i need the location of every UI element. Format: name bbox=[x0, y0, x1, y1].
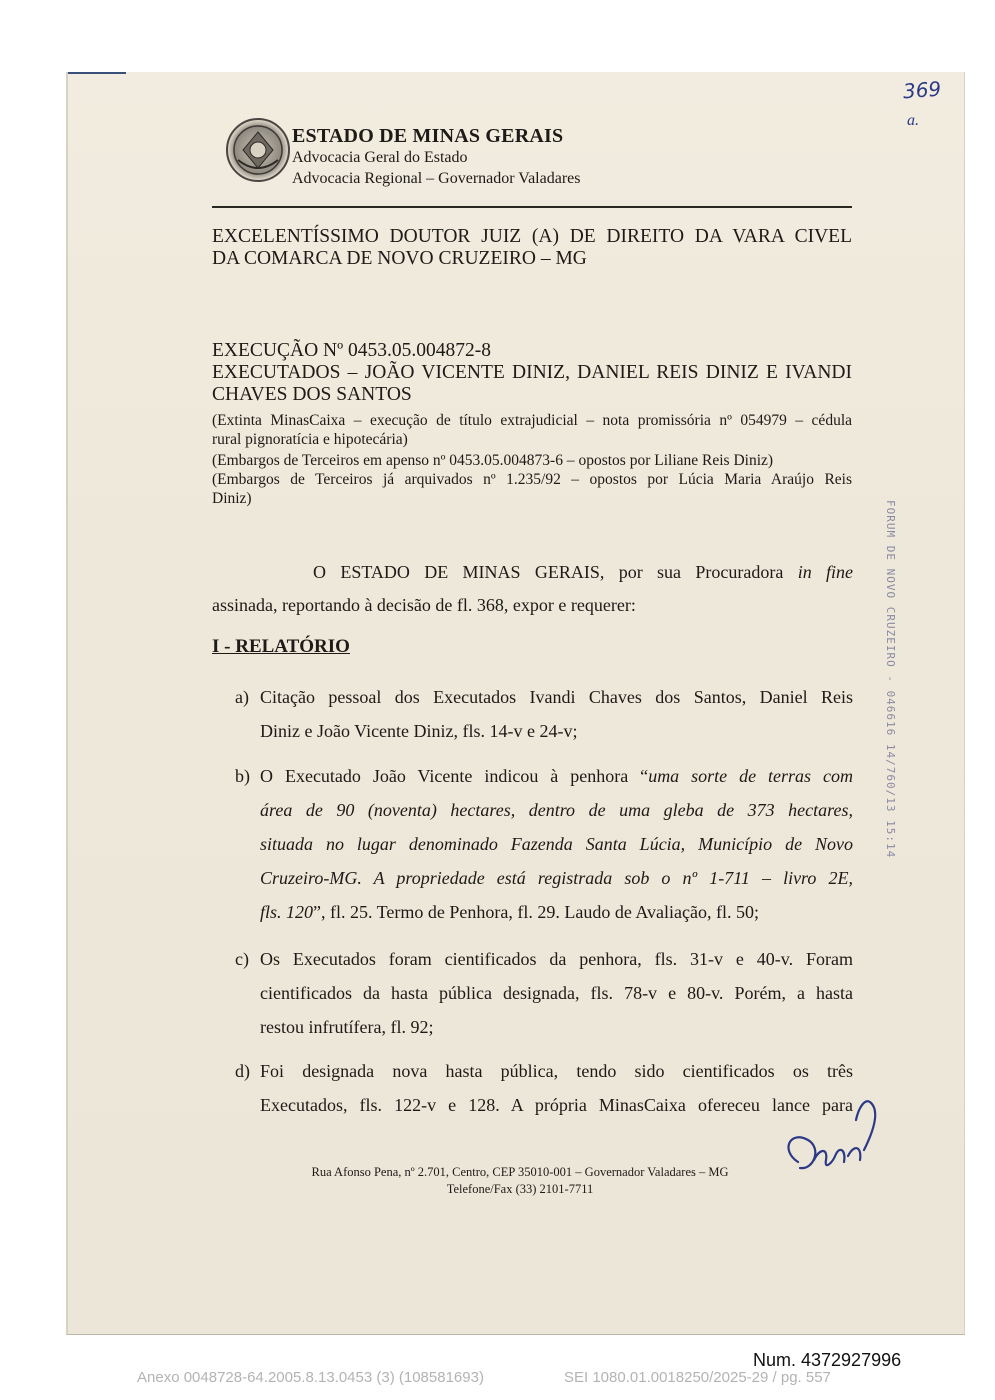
item-label: b) bbox=[235, 766, 250, 786]
state-coat-of-arms bbox=[226, 118, 290, 182]
addressee-line-2: DA COMARCA DE NOVO CRUZEIRO – MG bbox=[212, 248, 587, 269]
item-label: d) bbox=[235, 1061, 250, 1081]
handwritten-signature bbox=[770, 1090, 890, 1190]
item-b-line: área de 90 (noventa) hectares, dentro de uma gleba de 373 hectares, bbox=[260, 800, 853, 820]
page-number-stamp: 369 bbox=[902, 76, 942, 104]
annex-reference: Anexo 0048728-64.2005.8.13.0453 (3) (108581693) bbox=[137, 1369, 484, 1386]
header-divider bbox=[212, 206, 852, 208]
sei-reference: SEI 1080.01.0018250/2025-29 / pg. 557 bbox=[564, 1369, 831, 1386]
header-regional-office: Advocacia Regional – Governador Valadares bbox=[292, 170, 581, 187]
item-d-line: Foi designada nova hasta pública, tendo sido cientificados os três bbox=[260, 1061, 853, 1081]
section-title: I - RELATÓRIO bbox=[212, 636, 350, 657]
case-note: (Embargos de Terceiros já arquivados nº 1.235/92 – opostos por Lúcia Maria Araújo Reis bbox=[212, 471, 852, 488]
item-label: a) bbox=[235, 687, 249, 707]
item-c-line: cientificados da hasta pública designada, fls. 78-v e 80-v. Porém, a hasta bbox=[260, 983, 853, 1003]
document-number: Num. 4372927996 bbox=[753, 1350, 902, 1370]
item-b-italic: uma sorte de terras com bbox=[648, 766, 854, 786]
court-protocol-stamp: FORUM DE NOVO CRUZEIRO - 046616 14/760/13 15:14 bbox=[884, 500, 897, 859]
item-a-line: Citação pessoal dos Executados Ivandi Chaves dos Santos, Daniel Reis bbox=[260, 687, 853, 707]
item-b-line bbox=[260, 895, 759, 929]
item-b-plain: O Executado João Vicente indicou à penhora “ bbox=[260, 766, 649, 786]
header-state-name: ESTADO DE MINAS GERAIS bbox=[292, 125, 564, 147]
item-b-line: situada no lugar denominado Fazenda Santa Lúcia, Município de Novo bbox=[260, 834, 853, 854]
footer bbox=[240, 1164, 800, 1198]
header-agency: Advocacia Geral do Estado bbox=[292, 149, 468, 166]
item-b-italic: fls. 120 bbox=[260, 902, 314, 922]
page-initial-stamp: a. bbox=[907, 112, 919, 129]
executed-parties-line-2: CHAVES DOS SANTOS bbox=[212, 384, 412, 405]
intro-line-1 bbox=[313, 555, 853, 589]
intro-text: O ESTADO DE MINAS GERAIS, por sua Procuradora bbox=[313, 562, 784, 582]
case-note: Diniz) bbox=[212, 490, 252, 507]
item-d-line: Executados, fls. 122-v e 128. A própria MinasCaixa ofereceu lance para bbox=[260, 1095, 853, 1115]
scan-edge-mark bbox=[68, 72, 126, 74]
footer-phone: Telefone/Fax (33) 2101-7711 bbox=[446, 1182, 594, 1196]
execution-number: EXECUÇÃO Nº 0453.05.004872-8 bbox=[212, 340, 492, 361]
addressee-line-1: EXCELENTÍSSIMO DOUTOR JUIZ (A) DE DIREITO DA VARA CIVEL bbox=[212, 226, 852, 247]
footer-address: Rua Afonso Pena, nº 2.701, Centro, CEP 35010-001 – Governador Valadares – MG bbox=[311, 1165, 729, 1179]
item-a-line: Diniz e João Vicente Diniz, fls. 14-v e 24-v; bbox=[260, 721, 578, 741]
item-c-line: restou infrutífera, fl. 92; bbox=[260, 1017, 434, 1037]
case-note: (Extinta MinasCaixa – execução de título extrajudicial – nota promissória nº 054979 – cédula bbox=[212, 412, 852, 429]
item-label: c) bbox=[235, 949, 249, 969]
item-b-line: Cruzeiro-MG. A propriedade está registrada sob o nº 1-711 – livro 2E, bbox=[260, 868, 853, 888]
case-note: (Embargos de Terceiros em apenso nº 0453.05.004873-6 – opostos por Liliane Reis Diniz) bbox=[212, 452, 774, 469]
item-c-line: Os Executados foram cientificados da penhora, fls. 31-v e 40-v. Foram bbox=[260, 949, 853, 969]
case-note: rural pignoratícia e hipotecária) bbox=[212, 431, 408, 448]
intro-line-2: assinada, reportando à decisão de fl. 368, expor e requerer: bbox=[212, 595, 636, 615]
item-b-line bbox=[260, 759, 853, 793]
intro-italic: in fine bbox=[797, 562, 854, 582]
item-b-plain: ”, fl. 25. Termo de Penhora, fl. 29. Laudo de Avaliação, fl. 50; bbox=[313, 902, 759, 922]
executed-parties-line-1: EXECUTADOS – JOÃO VICENTE DINIZ, DANIEL REIS DINIZ E IVANDI bbox=[212, 362, 852, 383]
